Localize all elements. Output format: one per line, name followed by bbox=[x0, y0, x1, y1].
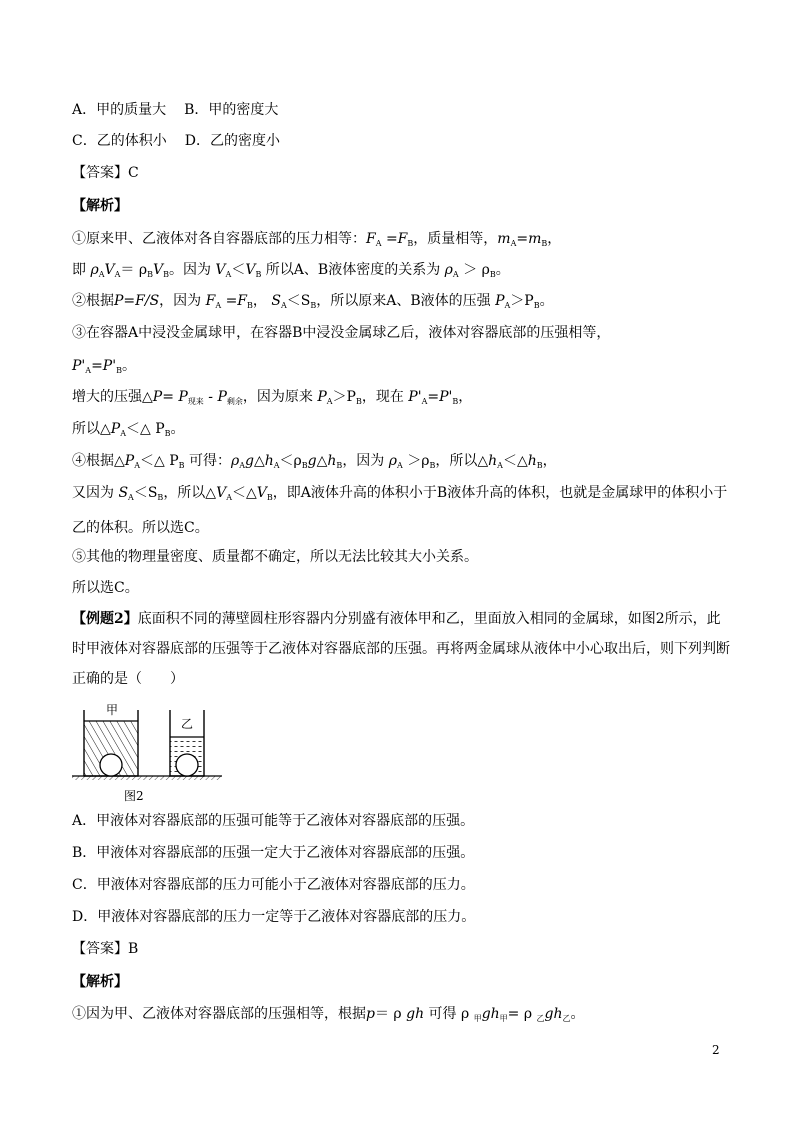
q2-label: 【例题2】 bbox=[72, 611, 138, 627]
q2-analysis-heading: 【解析】 bbox=[72, 974, 128, 990]
q2-option-d: D．甲液体对容器底部的压力一定等于乙液体对容器底部的压力。 bbox=[72, 909, 476, 925]
label-jia: 甲 bbox=[106, 704, 119, 717]
q1-option-c: C．乙的体积小 bbox=[72, 133, 167, 149]
q2-step-1: ①因为甲、乙液体对容器底部的压强相等，根据p＝ ρ gh 可得 ρ $_甲gh_甲= \rho$ $_乙gh_乙$。 bbox=[72, 1006, 585, 1023]
q1-step-3c: 增大的压强△P= $P_{现来} - P_{剩余}$，因为原来 $P_A>P_B$，现在 $P'_A=P'_B$， bbox=[72, 389, 473, 406]
q2-stem: 【例题2】底面积不同的薄壁圆柱形容器内分别盛有液体甲和乙，里面放入相同的金属球，如图2所示，此时甲液体对容器底部的压强等于乙液体对容器底部的压强。再将两金属球从液体中小心取出后，则下列判断正确的是（ ） bbox=[72, 611, 730, 687]
metal-ball-jia bbox=[100, 754, 122, 776]
q1-step-3: ③在容器A中浸没金属球甲，在容器B中浸没金属球乙后，液体对容器底部的压强相等， bbox=[72, 325, 611, 341]
q2-option-c: C．甲液体对容器底部的压力可能小于乙液体对容器底部的压力。 bbox=[72, 877, 475, 893]
q1-options-cd bbox=[72, 131, 732, 151]
q1-step-1b: 即 $\rho_AV_A= \rho_BV_B$。因为 $V_A<V_B$ 所以A、B液体密度的关系为 $\rho_A > \rho_B$。 bbox=[72, 262, 510, 279]
q1-options-ab bbox=[72, 100, 732, 120]
q1-option-b: B．甲的密度大 bbox=[184, 102, 279, 118]
metal-ball-yi bbox=[176, 754, 198, 776]
q1-answer: 【答案】C bbox=[72, 165, 139, 181]
q1-step-2: ②根据P=F/S，因为 $F_A =F_B$， $S_A<S_B$，所以原来A、B液体的压强 $P_A>P_B$。 bbox=[72, 293, 554, 310]
figure-2-containers bbox=[72, 704, 232, 804]
q1-option-d: D．乙的密度小 bbox=[184, 133, 280, 149]
q2-option-b: B．甲液体对容器底部的压强一定大于乙液体对容器底部的压强。 bbox=[72, 845, 475, 861]
label-yi: 乙 bbox=[181, 717, 194, 731]
q1-step-4b: 又因为 $S_A<S_B$，所以$\triangle V_A<\triangle V_B$，即A液体升高的体积小于B液体升高的体积，也就是金属球甲的体积小于乙的体积。所以选C。 bbox=[72, 485, 728, 536]
q1-conclusion: 所以选C。 bbox=[72, 580, 139, 596]
q2-option-a: A．甲液体对容器底部的压强可能等于乙液体对容器底部的压强。 bbox=[72, 813, 475, 829]
q1-step-4: ④根据$\triangle P_A<\triangle$ $P_B$ 可得：$\rho_Ag\triangle h_A<\rho_Bg\triangle h_B$，因为 $\rho_A >\rho_B$，所以$\triangle h_A<\triangle h_B$， bbox=[72, 453, 557, 470]
q2-answer: 【答案】B bbox=[72, 941, 139, 957]
q1-step-3b: $P'_A=P'_B$。 bbox=[72, 358, 136, 375]
q1-analysis-heading: 【解析】 bbox=[72, 198, 128, 214]
q1-step-5: ⑤其他的物理量密度、质量都不确定，所以无法比较其大小关系。 bbox=[72, 549, 478, 565]
figure-caption: 图2 bbox=[124, 789, 144, 803]
q1-step-3d: 所以$\triangle P_A<\triangle$ $P_B$。 bbox=[72, 421, 185, 438]
q1-step-1: ①原来甲、乙液体对各自容器底部的压力相等：$F_A =F_B$，质量相等，$m_A=m_B$， bbox=[72, 231, 562, 248]
q1-option-a: A．甲的质量大 bbox=[72, 102, 167, 118]
page-number: 2 bbox=[712, 1043, 720, 1057]
